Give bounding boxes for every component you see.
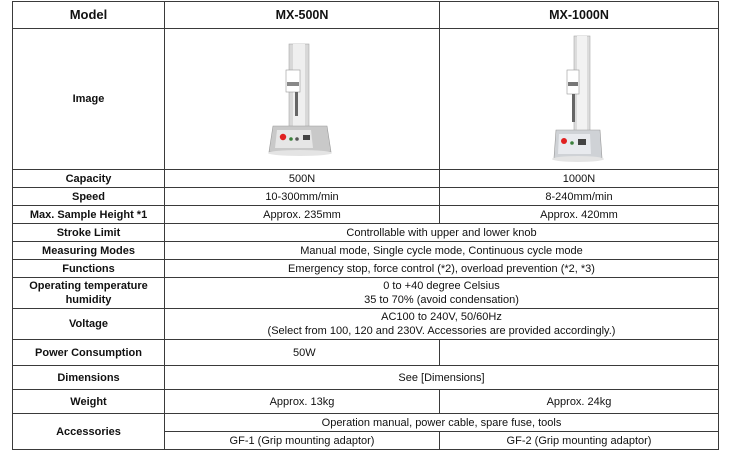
- temp-value-line1: 0 to +40 degree Celsius: [383, 280, 500, 292]
- temp-label-line1: Operating temperature: [29, 280, 148, 292]
- capacity-value-2: 1000N: [440, 170, 719, 188]
- mx500-image-cell: [165, 29, 440, 170]
- header-row: [13, 2, 719, 29]
- weight-value-1: Approx. 13kg: [165, 390, 440, 414]
- accessories-adaptor-1: GF-1 (Grip mounting adaptor): [165, 432, 440, 450]
- modes-value: Manual mode, Single cycle mode, Continuous cycle mode: [165, 242, 719, 260]
- voltage-value-line1: AC100 to 240V, 50/60Hz: [381, 311, 502, 323]
- power-row: [13, 340, 719, 366]
- power-value-2: [440, 340, 719, 366]
- stroke-row: [13, 224, 719, 242]
- image-row: [13, 29, 719, 170]
- weight-value-2: Approx. 24kg: [440, 390, 719, 414]
- stroke-label: Stroke Limit: [13, 224, 165, 242]
- temp-row: [13, 278, 719, 309]
- power-label: Power Consumption: [13, 340, 165, 366]
- max-height-value-2: Approx. 420mm: [440, 206, 719, 224]
- voltage-value: [165, 309, 719, 340]
- dimensions-row: [13, 366, 719, 390]
- spec-table: [12, 1, 719, 450]
- model-col2-header: MX-1000N: [440, 2, 719, 29]
- functions-label: Functions: [13, 260, 165, 278]
- temp-value: [165, 278, 719, 309]
- image-label: Image: [13, 29, 165, 170]
- weight-row: [13, 390, 719, 414]
- dimensions-value: See [Dimensions]: [165, 366, 719, 390]
- max-height-label: Max. Sample Height *1: [13, 206, 165, 224]
- functions-row: [13, 260, 719, 278]
- capacity-row: [13, 170, 719, 188]
- model-col1-header: MX-500N: [165, 2, 440, 29]
- weight-label: Weight: [13, 390, 165, 414]
- speed-row: [13, 188, 719, 206]
- power-value-1: 50W: [165, 340, 440, 366]
- model-header: Model: [13, 2, 165, 29]
- voltage-row: [13, 309, 719, 340]
- temp-label: [13, 278, 165, 309]
- accessories-row: [13, 414, 719, 432]
- max-height-value-1: Approx. 235mm: [165, 206, 440, 224]
- modes-label: Measuring Modes: [13, 242, 165, 260]
- voltage-label: Voltage: [13, 309, 165, 340]
- speed-value-2: 8-240mm/min: [440, 188, 719, 206]
- mx500n-machine-image: [257, 40, 347, 158]
- voltage-value-line2: (Select from 100, 120 and 230V. Accessories are provided accordingly.): [267, 325, 616, 337]
- speed-label: Speed: [13, 188, 165, 206]
- mx1000-image-cell: [440, 29, 719, 170]
- capacity-value-1: 500N: [165, 170, 440, 188]
- modes-row: [13, 242, 719, 260]
- speed-value-1: 10-300mm/min: [165, 188, 440, 206]
- functions-value: Emergency stop, force control (*2), overload prevention (*2, *3): [165, 260, 719, 278]
- dimensions-label: Dimensions: [13, 366, 165, 390]
- mx1000n-machine-image: [534, 34, 624, 164]
- temp-label-line2: humidity: [65, 294, 112, 306]
- stroke-value: Controllable with upper and lower knob: [165, 224, 719, 242]
- accessories-adaptor-2: GF-2 (Grip mounting adaptor): [440, 432, 719, 450]
- temp-value-line2: 35 to 70% (avoid condensation): [364, 294, 519, 306]
- accessories-value: Operation manual, power cable, spare fuse, tools: [165, 414, 719, 432]
- accessories-label: Accessories: [13, 414, 165, 450]
- capacity-label: Capacity: [13, 170, 165, 188]
- max-height-row: [13, 206, 719, 224]
